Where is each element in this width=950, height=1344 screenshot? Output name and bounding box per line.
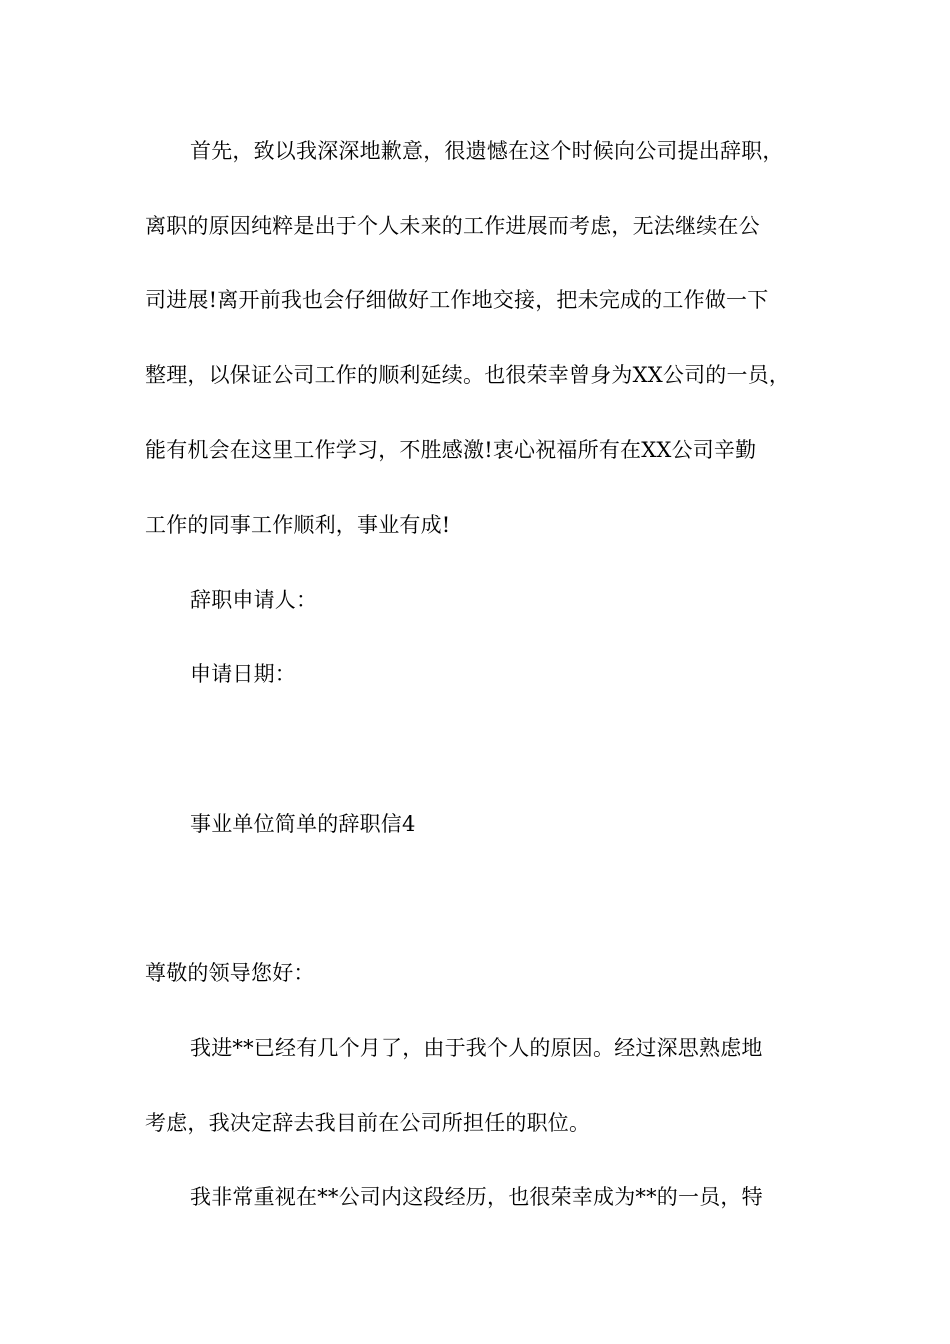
paragraph-line: 我进**已经有几个月了，由于我个人的原因。经过深思熟虑地 <box>190 1036 763 1060</box>
paragraph-line: 工作的同事工作顺利，事业有成! <box>145 513 451 537</box>
paragraph-line: 离职的原因纯粹是出于个人未来的工作进展而考虑，无法继续在公 <box>145 214 760 238</box>
paragraph-line: 整理，以保证公司工作的顺利延续。也很荣幸曾身为XX公司的一员， <box>145 363 791 387</box>
section-title: 事业单位简单的辞职信4 <box>190 812 416 836</box>
paragraph-line: 能有机会在这里工作学习，不胜感激!衷心祝福所有在XX公司辛勤 <box>145 438 757 462</box>
applicant-label: 辞职申请人： <box>190 588 318 612</box>
salutation: 尊敬的领导您好： <box>145 961 315 985</box>
paragraph-line: 首先，致以我深深地歉意，很遗憾在这个时候向公司提出辞职， <box>190 139 784 163</box>
paragraph-line: 考虑，我决定辞去我目前在公司所担任的职位。 <box>145 1111 591 1135</box>
paragraph-line: 我非常重视在**公司内这段经历，也很荣幸成为**的一员，特 <box>190 1185 763 1209</box>
date-label: 申请日期： <box>190 662 296 686</box>
paragraph-line: 司进展!离开前我也会仔细做好工作地交接，把未完成的工作做一下 <box>145 288 769 312</box>
